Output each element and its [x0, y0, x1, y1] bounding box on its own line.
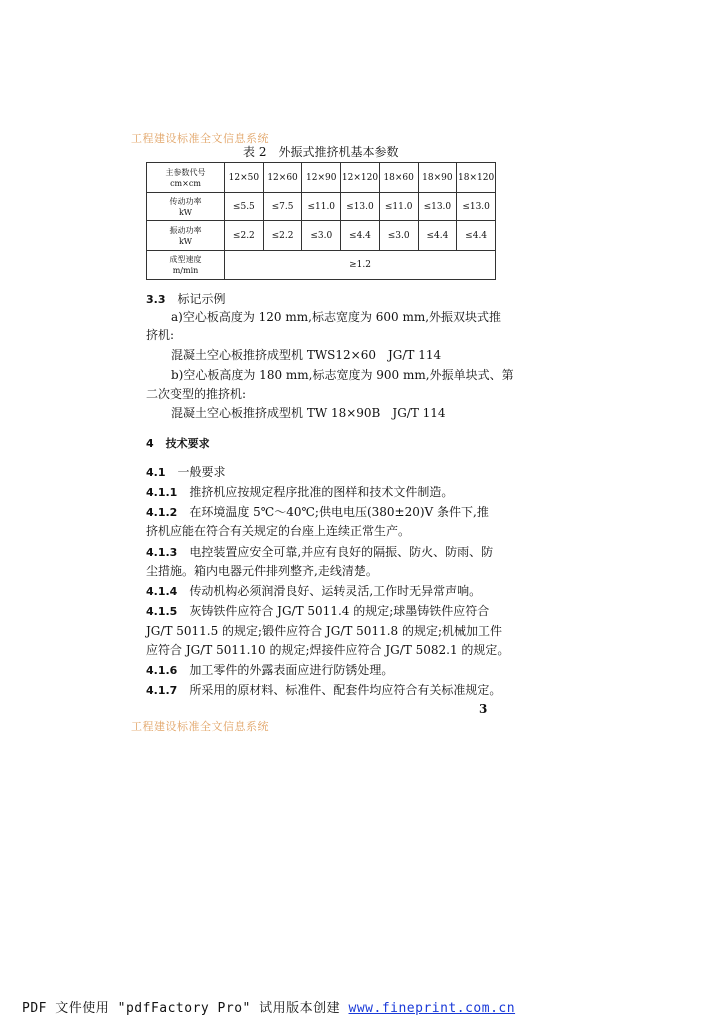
parameter-table [146, 162, 496, 280]
table-cell: ≤3.0 [302, 221, 341, 251]
table-cell: 12×50 [225, 163, 264, 193]
row-header: 主参数代号 cm×cm [147, 163, 225, 193]
table-cell: ≤4.4 [457, 221, 496, 251]
table-cell: 18×120 [457, 163, 496, 193]
table-cell: ≤4.4 [341, 221, 380, 251]
table-cell: ≤11.0 [379, 193, 418, 221]
footer-link[interactable]: www.fineprint.com.cn [348, 1001, 516, 1016]
table-cell: 18×60 [379, 163, 418, 193]
paragraph-line: 挤机: [146, 328, 175, 342]
row-header: 振动功率 kW [147, 221, 225, 251]
table-cell: ≤4.4 [418, 221, 457, 251]
watermark-top: 工程建设标准全文信息系统 [131, 132, 269, 145]
table-cell: ≤2.2 [263, 221, 302, 251]
table-cell: 12×60 [263, 163, 302, 193]
table-row [147, 251, 496, 280]
paragraph-line: 挤机应能在符合有关规定的台座上连续正常生产。 [146, 524, 411, 538]
clause: 4.1.1 推挤机应按规定程序批准的图样和技术文件制造。 [146, 485, 454, 499]
paragraph-line: 尘措施。箱内电器元件排列整齐,走线清楚。 [146, 564, 378, 578]
row-header: 成型速度 m/min [147, 251, 225, 280]
section-heading: 3.3 标记示例 [146, 292, 226, 306]
table-row [147, 163, 496, 193]
paragraph-line: b)空心板高度为 180 mm,标志宽度为 900 mm,外振单块式、第 [171, 368, 514, 382]
footer-text: PDF 文件使用 "pdfFactory Pro" 试用版本创建 [22, 1001, 349, 1016]
paragraph-line: a)空心板高度为 120 mm,标志宽度为 600 mm,外振双块式推 [171, 310, 502, 324]
paragraph-line: 混凝土空心板推挤成型机 TW 18×90B JG/T 114 [171, 406, 446, 420]
table-cell: ≤2.2 [225, 221, 264, 251]
table-cell: ≤13.0 [341, 193, 380, 221]
clause: 4.1.7 所采用的原材料、标准件、配套件均应符合有关标准规定。 [146, 683, 502, 697]
pdf-footer [22, 997, 515, 1016]
page-number: 3 [479, 702, 488, 716]
table-cell-merged: ≥1.2 [225, 251, 496, 280]
table-cell: ≤3.0 [379, 221, 418, 251]
paragraph-line: 混凝土空心板推挤成型机 TWS12×60 JG/T 114 [171, 348, 442, 362]
paragraph-line: 二次变型的推挤机: [146, 387, 247, 401]
clause: 4.1.5 灰铸铁件应符合 JG/T 5011.4 的规定;球墨铸铁件应符合 [146, 604, 490, 618]
paragraph-line: 应符合 JG/T 5011.10 的规定;焊接件应符合 JG/T 5082.1 的规定。 [146, 643, 510, 657]
table-cell: ≤13.0 [418, 193, 457, 221]
clause: 4.1.6 加工零件的外露表面应进行防锈处理。 [146, 663, 394, 677]
table-cell: ≤13.0 [457, 193, 496, 221]
table-cell: 12×90 [302, 163, 341, 193]
table-row [147, 221, 496, 251]
table-caption: 表 2 外振式推挤机基本参数 [243, 145, 399, 159]
clause: 4.1.4 传动机构必须润滑良好、运转灵活,工作时无异常声响。 [146, 584, 482, 598]
table-cell: ≤5.5 [225, 193, 264, 221]
chapter-heading: 4 技术要求 [146, 437, 210, 450]
table-cell: 12×120 [341, 163, 380, 193]
table-row [147, 193, 496, 221]
table-cell: 18×90 [418, 163, 457, 193]
clause: 4.1.2 在环境温度 5℃～40℃;供电电压(380±20)V 条件下,推 [146, 505, 489, 519]
watermark-bottom: 工程建设标准全文信息系统 [131, 720, 269, 733]
paragraph-line: JG/T 5011.5 的规定;锻件应符合 JG/T 5011.8 的规定;机械加工件 [146, 624, 503, 638]
table-cell: ≤7.5 [263, 193, 302, 221]
row-header: 传动功率 kW [147, 193, 225, 221]
section-heading: 4.1 一般要求 [146, 465, 226, 479]
table-cell: ≤11.0 [302, 193, 341, 221]
clause: 4.1.3 电控装置应安全可靠,并应有良好的隔振、防火、防雨、防 [146, 545, 494, 559]
